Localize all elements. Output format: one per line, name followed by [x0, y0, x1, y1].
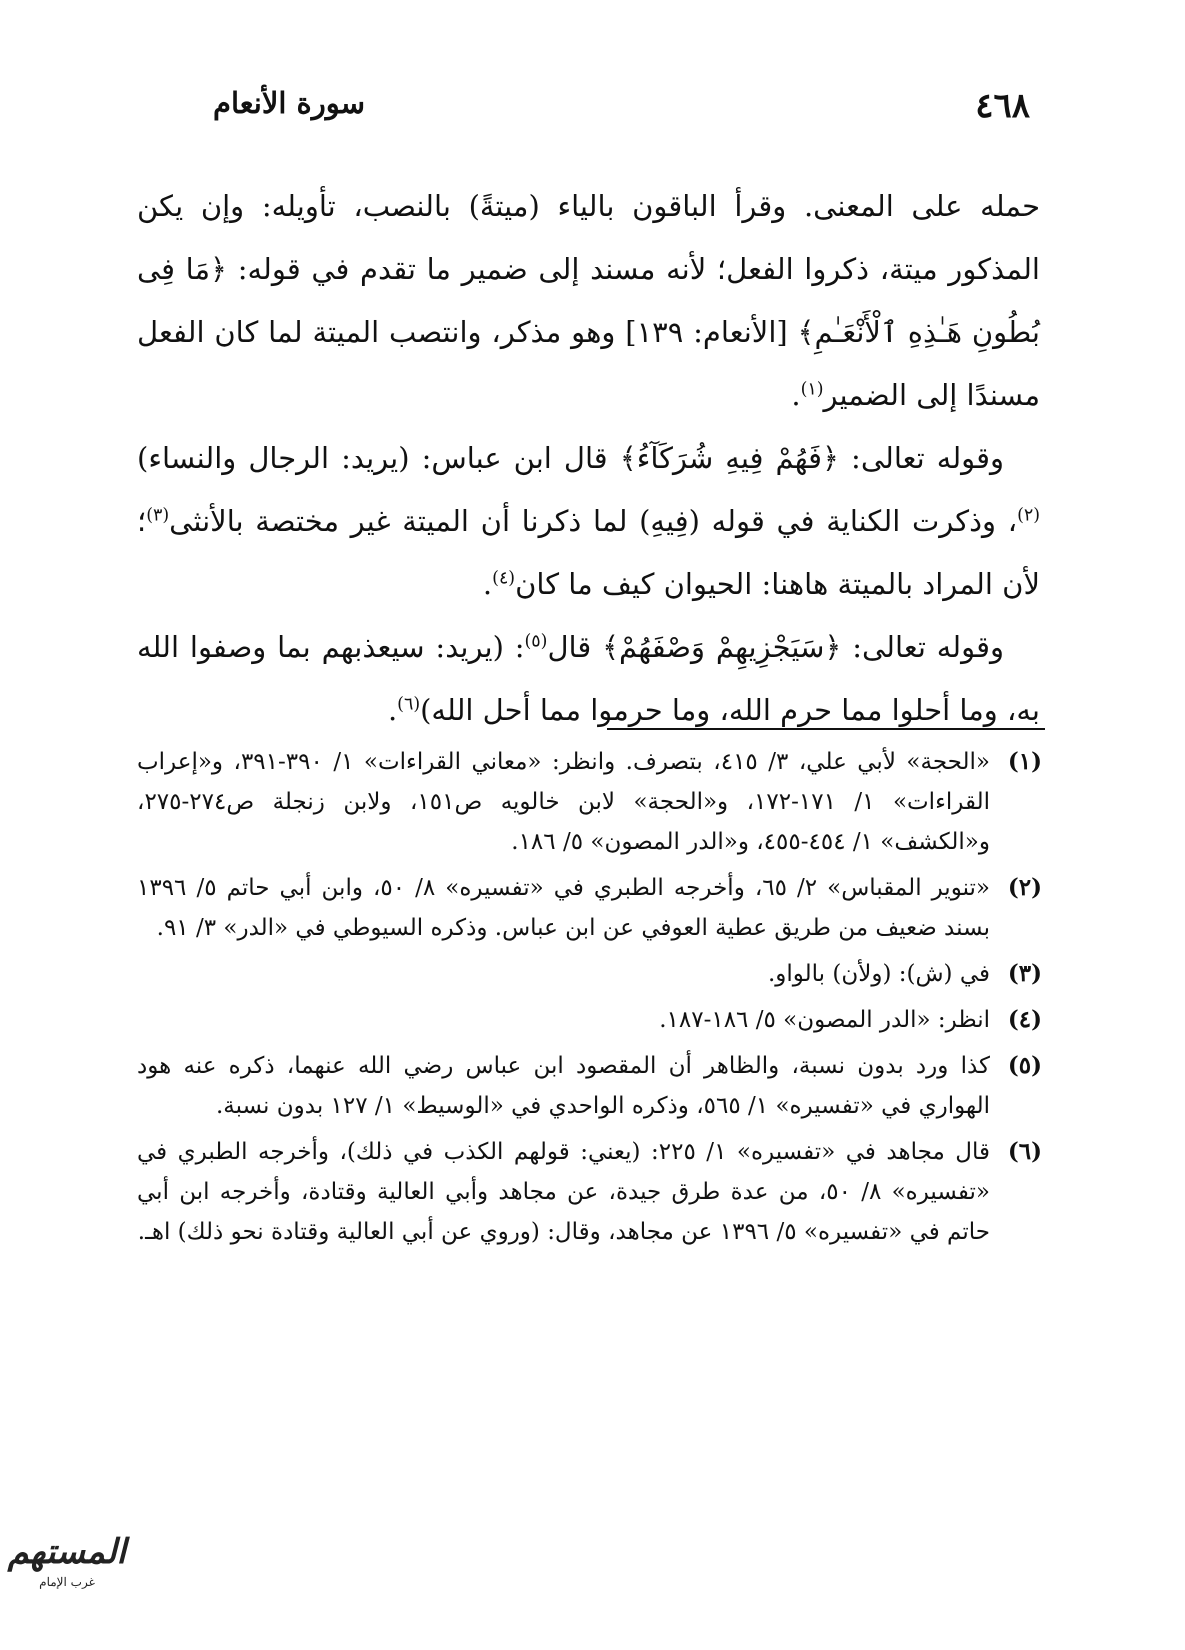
footnote-text: قال مجاهد في «تفسيره» ١/ ٢٢٥: (يعني: قولهم الكذب في ذلك)، وأخرجه الطبري في «تفسيره» ٨/ ٥٠، من عدة طرق جيدة، عن مجاهد وأبي العالية وقتادة، وأخرجه ابن أبي حاتم في «تفسيره» ٥/ ١٣٩٦ عن مجاهد، وقال: (وروي عن أبي العالية وقتادة نحو ذلك) اهـ.: [137, 1139, 990, 1245]
footnote-ref[interactable]: (٥): [524, 631, 548, 652]
footnote-text: «تنوير المقباس» ٢/ ٦٥، وأخرجه الطبري في «تفسيره» ٨/ ٥٠، وابن أبي حاتم ٥/ ١٣٩٦ بسند ضعيف من طريق عطية العوفي عن ابن عباس. وذكره السيوطي في «الدر» ٣/ ٩١.: [137, 875, 990, 941]
footnote-text: كذا ورد بدون نسبة، والظاهر أن المقصود ابن عباس رضي الله عنهما، ذكره عنه هود الهواري في «تفسيره» ١/ ٥٦٥، وذكره الواحدي في «الوسيط» ١/ ١٢٧ بدون نسبة.: [137, 1053, 990, 1119]
text-span: وقوله تعالى:: [841, 630, 1004, 664]
footnote-item: [137, 742, 1042, 862]
paragraph-1: [137, 175, 1040, 427]
footnote-number: (٥): [1007, 1052, 1042, 1079]
text-span: .: [482, 567, 493, 601]
footnote-item: [137, 1046, 1042, 1126]
footnote-item: [137, 1132, 1042, 1252]
library-stamp-logo: [8, 1530, 126, 1622]
stamp-sub-text: غرب الإمام: [39, 1575, 95, 1589]
main-text: [137, 175, 1040, 742]
footnote-divider: [607, 728, 1045, 730]
page-number: ٤٦٨: [975, 86, 1030, 126]
footnotes: [137, 742, 1042, 1258]
page-header: [205, 86, 1030, 136]
footnote-text: في (ش): (ولأن) بالواو.: [767, 961, 990, 987]
footnote-item: [137, 868, 1042, 948]
footnote-text: انظر: «الدر المصون» ٥/ ١٨٦-١٨٧.: [659, 1007, 990, 1033]
text-span: حمله على المعنى. وقرأ الباقون بالياء (ميتةً) بالنصب، تأويله: وإن يكن المذكور ميتة، ذكروا الفعل؛ لأنه مسند إلى ضمير ما تقدم في قوله:: [137, 189, 1040, 286]
footnote-ref[interactable]: (٦): [397, 694, 421, 715]
paragraph-3: [137, 616, 1040, 742]
footnote-item: [137, 1000, 1042, 1040]
text-span: قال ابن عباس: (يريد: الرجال والنساء): [137, 441, 620, 475]
text-span: : (يريد: سيعذبهم بما وصفوا الله به، وما أحلوا مما حرم الله، وما حرموا مما أحل الله): [137, 630, 1040, 727]
footnote-ref[interactable]: (٣): [146, 505, 170, 526]
text-span: وقوله تعالى:: [839, 441, 1004, 475]
text-span: ؛ لأن المراد بالميتة هاهنا: الحيوان كيف ما كان: [137, 504, 1040, 601]
footnote-item: [137, 954, 1042, 994]
footnote-ref[interactable]: (١): [800, 379, 824, 400]
footnote-number: (٢): [1007, 874, 1042, 901]
quran-quote: ﴿فَهُمْ فِيهِ شُرَكَآءُ﴾: [619, 441, 840, 475]
text-span: ، وذكرت الكناية في قوله (فِيهِ) لما ذكرنا أن الميتة غير مختصة بالأنثى: [169, 504, 1018, 538]
footnote-number: (٤): [1007, 1006, 1042, 1033]
text-span: قال: [547, 630, 603, 664]
footnote-number: (١): [1007, 748, 1042, 775]
text-span: .: [387, 693, 398, 727]
footnote-text: «الحجة» لأبي علي، ٣/ ٤١٥، بتصرف. وانظر: «معاني القراءات» ١/ ٣٩٠-٣٩١، و«إعراب القراءات» ١/ ١٧١-١٧٢، و«الحجة» لابن خالويه ص١٥١، ولابن زنجلة ص٢٧٤-٢٧٥، و«الكشف» ١/ ٤٥٤-٤٥٥، و«الدر المصون» ٥/ ١٨٦.: [137, 749, 991, 855]
stamp-main-text: المستهم: [7, 1532, 126, 1572]
footnote-number: (٣): [1007, 960, 1042, 987]
text-span: .: [791, 378, 801, 412]
quran-quote: ﴿سَيَجْزِيهِمْ وَصْفَهُمْ﴾: [602, 630, 842, 664]
text-span: [الأنعام: ١٣٩] وهو مذكر، وانتصب الميتة لما كان الفعل مسندًا إلى الضمير: [137, 315, 1040, 412]
footnote-ref[interactable]: (٤): [492, 568, 516, 589]
footnote-number: (٦): [1007, 1138, 1042, 1165]
quran-quote: ﴿مَا فِى بُطُونِ هَـٰذِهِ ٱلْأَنْعَـٰمِ﴾: [137, 252, 1040, 349]
surah-title: سورة الأنعام: [213, 86, 366, 120]
paragraph-2: [137, 427, 1040, 616]
footnote-ref[interactable]: (٢): [1017, 505, 1040, 526]
